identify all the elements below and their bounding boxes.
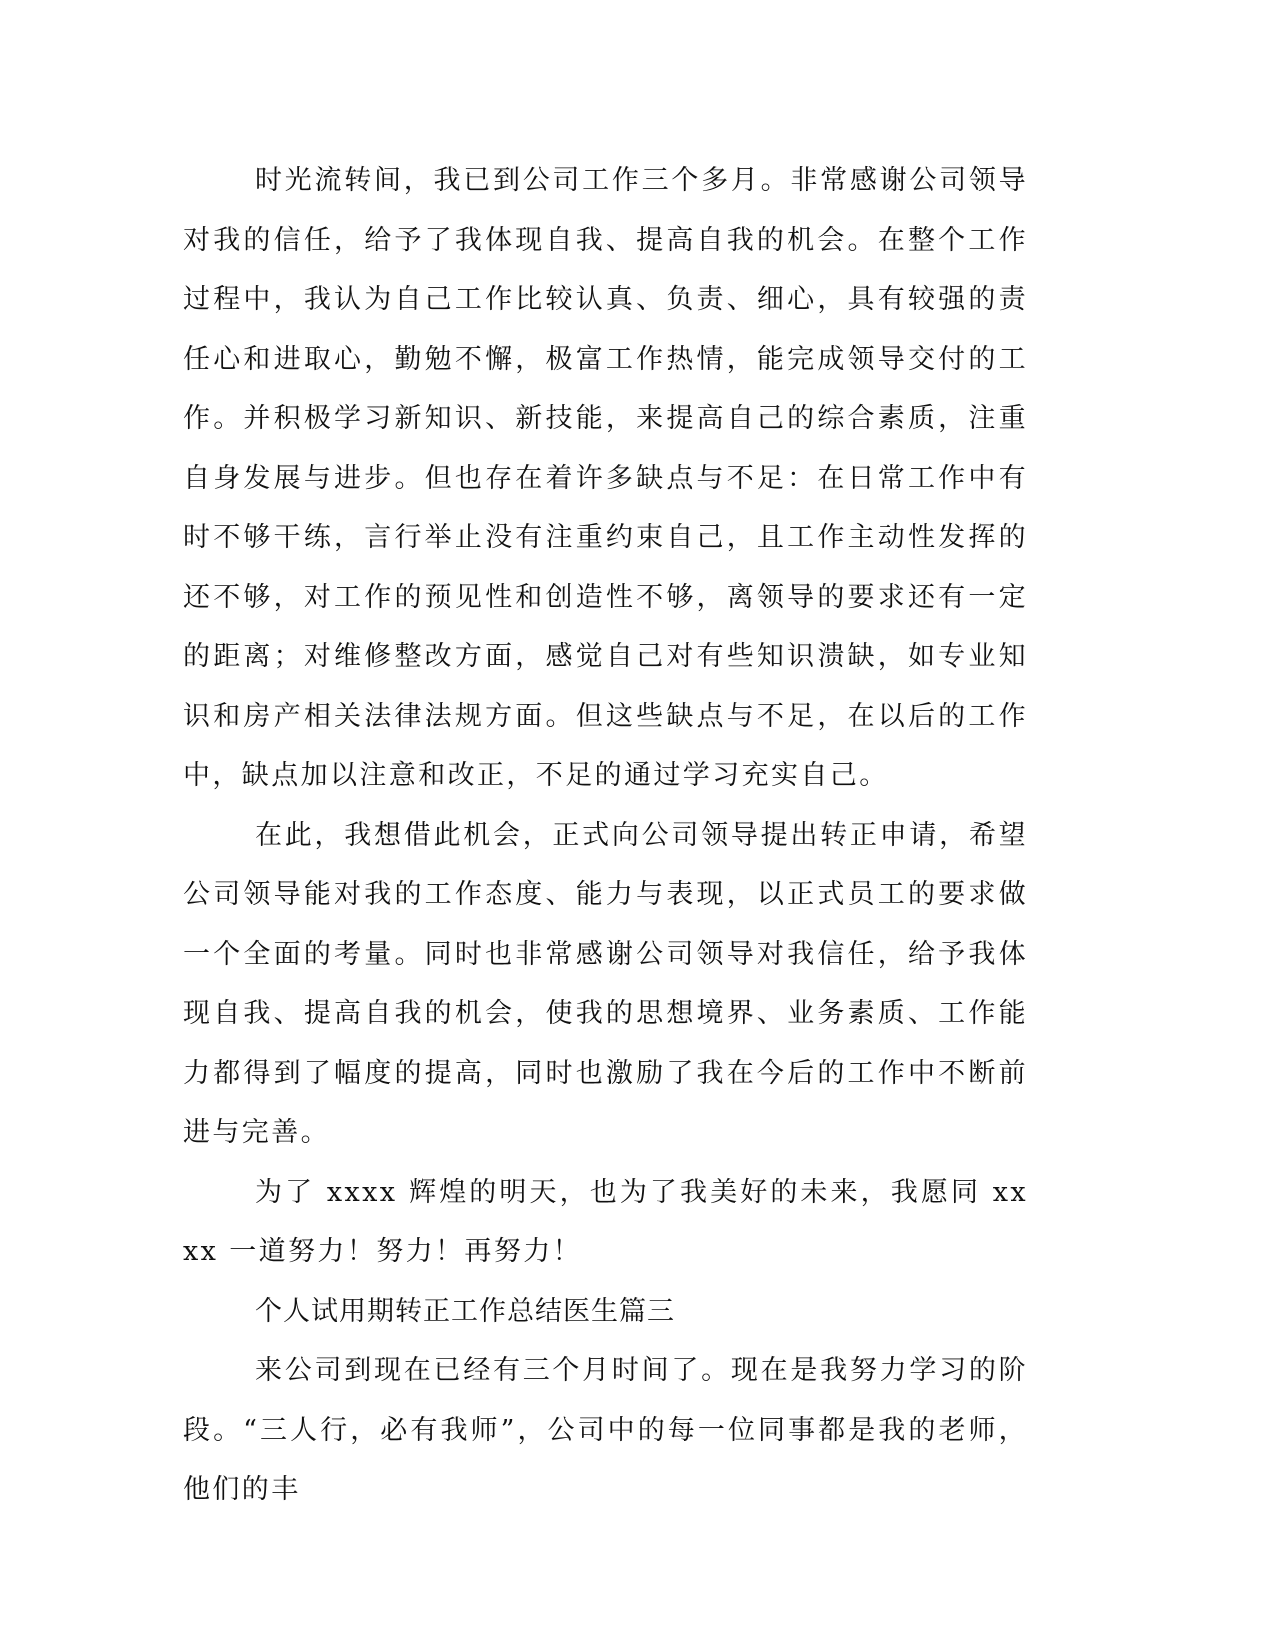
section-heading: 个人试用期转正工作总结医生篇三: [255, 1295, 675, 1327]
paragraph-promotion-request: 在此，我想借此机会，正式向公司领导提出转正申请，希望公司领导能对我的工作态度、能力与表现，以正式员工的要求做一个全面的考量。同时也非常感谢公司领导对我信任，给予我体现自我、提高自我的机会，使我的思想境界、业务素质、工作能力都得到了幅度的提高，同时也激励了我在今后的工作中不断前进与完善。: [183, 819, 1028, 1148]
paragraph-commitment: 为了 xxxx 辉煌的明天，也为了我美好的未来，我愿同 xxxx 一道努力！努力！再努力！: [183, 1176, 1028, 1267]
paragraph-probation-review: 时光流转间，我已到公司工作三个多月。非常感谢公司领导对我的信任，给予了我体现自我、提高自我的机会。在整个工作过程中，我认为自己工作比较认真、负责、细心，具有较强的责任心和进取心，勤勉不懈，极富工作热情，能完成领导交付的工作。并积极学习新知识、新技能，来提高自己的综合素质，注重自身发展与进步。但也存在着许多缺点与不足：在日常工作中有时不够干练，言行举止没有注重约束自己，且工作主动性发挥的还不够，对工作的预见性和创造性不够，离领导的要求还有一定的距离；对维修整改方面，感觉自己对有些知识溃缺，如专业知识和房产相关法律法规方面。但这些缺点与不足，在以后的工作中，缺点加以注意和改正，不足的通过学习充实自己。: [183, 165, 1028, 791]
paragraph-section-three-intro: 来公司到现在已经有三个月时间了。现在是我努力学习的阶段。“三人行，必有我师”，公司中的每一位同事都是我的老师，他们的丰: [183, 1355, 1028, 1505]
document-body: [183, 151, 1028, 1520]
